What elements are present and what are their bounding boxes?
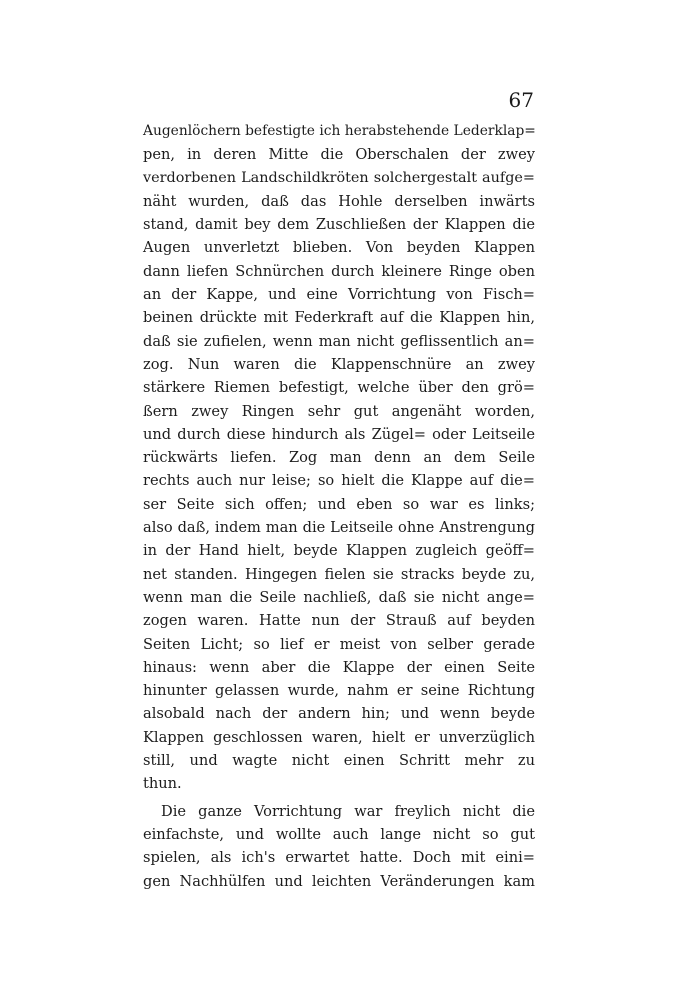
text-line: Seiten Licht; so lief er meist von selber gerade xyxy=(143,635,535,653)
text-line: näht wurden, daß das Hohle derselben inwärts xyxy=(143,192,535,210)
text-line: net standen. Hingegen fielen sie stracks beyde zu, xyxy=(143,565,535,583)
text-line: an der Kappe, und eine Vorrichtung von Fisch= xyxy=(143,286,535,304)
text-line: verdorbenen Landschildkröten solchergestalt aufge= xyxy=(143,169,535,186)
text-line: ßern zwey Ringen sehr gut angenäht worden, xyxy=(143,402,535,420)
paragraph xyxy=(143,120,535,796)
page-number: 67 xyxy=(508,88,534,112)
text-line: ser Seite sich offen; und eben so war es links; xyxy=(143,495,535,513)
text-line: wenn man die Seile nachließ, daß sie nicht ange= xyxy=(143,588,535,606)
text-line: stärkere Riemen befestigt, welche über den grö= xyxy=(143,379,535,397)
text-line: rechts auch nur leise; so hielt die Klappe auf die= xyxy=(143,472,535,490)
body-text xyxy=(143,120,535,893)
text-line: thun. xyxy=(143,775,182,793)
text-line: also daß, indem man die Leitseile ohne Anstrengung xyxy=(143,519,535,537)
text-line: in der Hand hielt, beyde Klappen zugleich geöff= xyxy=(143,542,535,560)
text-line: hinaus: wenn aber die Klappe der einen Seite xyxy=(143,658,535,676)
text-line: Augen unverletzt blieben. Von beyden Klappen xyxy=(143,239,535,257)
text-line: gen Nachhülfen und leichten Veränderungen kam xyxy=(143,872,535,890)
text-line: hinunter gelassen wurde, nahm er seine Richtung xyxy=(143,682,535,700)
text-line: dann liefen Schnürchen durch kleinere Ringe oben xyxy=(143,262,535,280)
paragraph xyxy=(143,796,535,893)
text-line: einfachste, und wollte auch lange nicht so gut xyxy=(143,825,535,843)
text-line: pen, in deren Mitte die Oberschalen der zwey xyxy=(143,146,535,164)
text-line: stand, damit bey dem Zuschließen der Klappen die xyxy=(143,216,535,234)
text-line: und durch diese hindurch als Zügel= oder Leitseile xyxy=(143,425,535,443)
text-line: Klappen geschlossen waren, hielt er unverzüglich xyxy=(143,728,535,746)
text-line: still, und wagte nicht einen Schritt mehr zu xyxy=(143,752,535,770)
text-line: daß sie zufielen, wenn man nicht geflissentlich an= xyxy=(143,332,535,350)
text-line: spielen, als ich's erwartet hatte. Doch mit eini= xyxy=(143,849,535,867)
text-line: zogen waren. Hatte nun der Strauß auf beyden xyxy=(143,612,535,630)
text-line: beinen drückte mit Federkraft auf die Klappen hin, xyxy=(143,309,535,327)
text-line: zog. Nun waren die Klappenschnüre an zwey xyxy=(143,355,535,373)
text-line: Augenlöchern befestigte ich herabstehende Lederklap= xyxy=(143,123,536,139)
text-line: Die ganze Vorrichtung war freylich nicht die xyxy=(161,802,535,820)
text-line: alsobald nach der andern hin; und wenn beyde xyxy=(143,705,535,723)
text-line: rückwärts liefen. Zog man denn an dem Seile xyxy=(143,449,535,467)
